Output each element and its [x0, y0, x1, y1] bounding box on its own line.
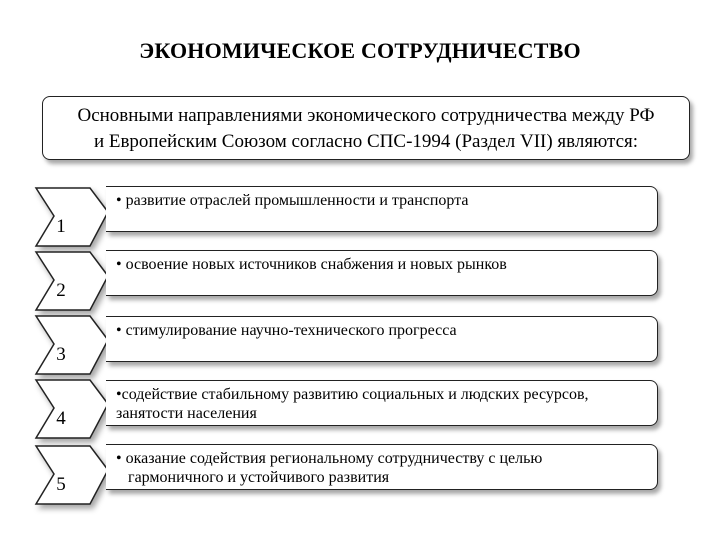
item-2-text: • освоение новых источников снабжения и новых рынков: [116, 256, 507, 273]
intro-box: [42, 96, 690, 160]
item-number-3: 3: [56, 344, 66, 365]
item-1-text: • развитие отраслей промышленности и транспорта: [116, 192, 469, 209]
item-number-4: 4: [56, 408, 66, 429]
intro-line-1: Основными направлениями экономического сотрудничества между РФ: [77, 105, 655, 126]
item-1: [106, 186, 658, 232]
item-number-5: 5: [56, 474, 66, 495]
page-title: ЭКОНОМИЧЕСКОЕ СОТРУДНИЧЕСТВО: [139, 38, 581, 63]
item-4-text-line-2: занятости населения: [116, 405, 257, 422]
item-3-text: • стимулирование научно-технического прогресса: [116, 322, 457, 339]
item-number-2: 2: [56, 280, 66, 301]
item-2: [106, 250, 658, 296]
item-5-text-line-2: гармоничного и устойчивого развития: [128, 469, 390, 486]
item-number-1: 1: [56, 216, 66, 237]
item-4-text-line-1: •содействие стабильному развитию социальных и людских ресурсов,: [116, 386, 589, 403]
item-4: [106, 380, 658, 426]
item-3: [106, 316, 658, 362]
item-5-text-line-1: • оказание содействия региональному сотрудничеству с целью: [116, 450, 543, 467]
intro-line-2: и Европейским Союзом согласно СПС-1994 (Раздел VII) являются:: [93, 131, 639, 152]
item-5: [106, 444, 658, 490]
